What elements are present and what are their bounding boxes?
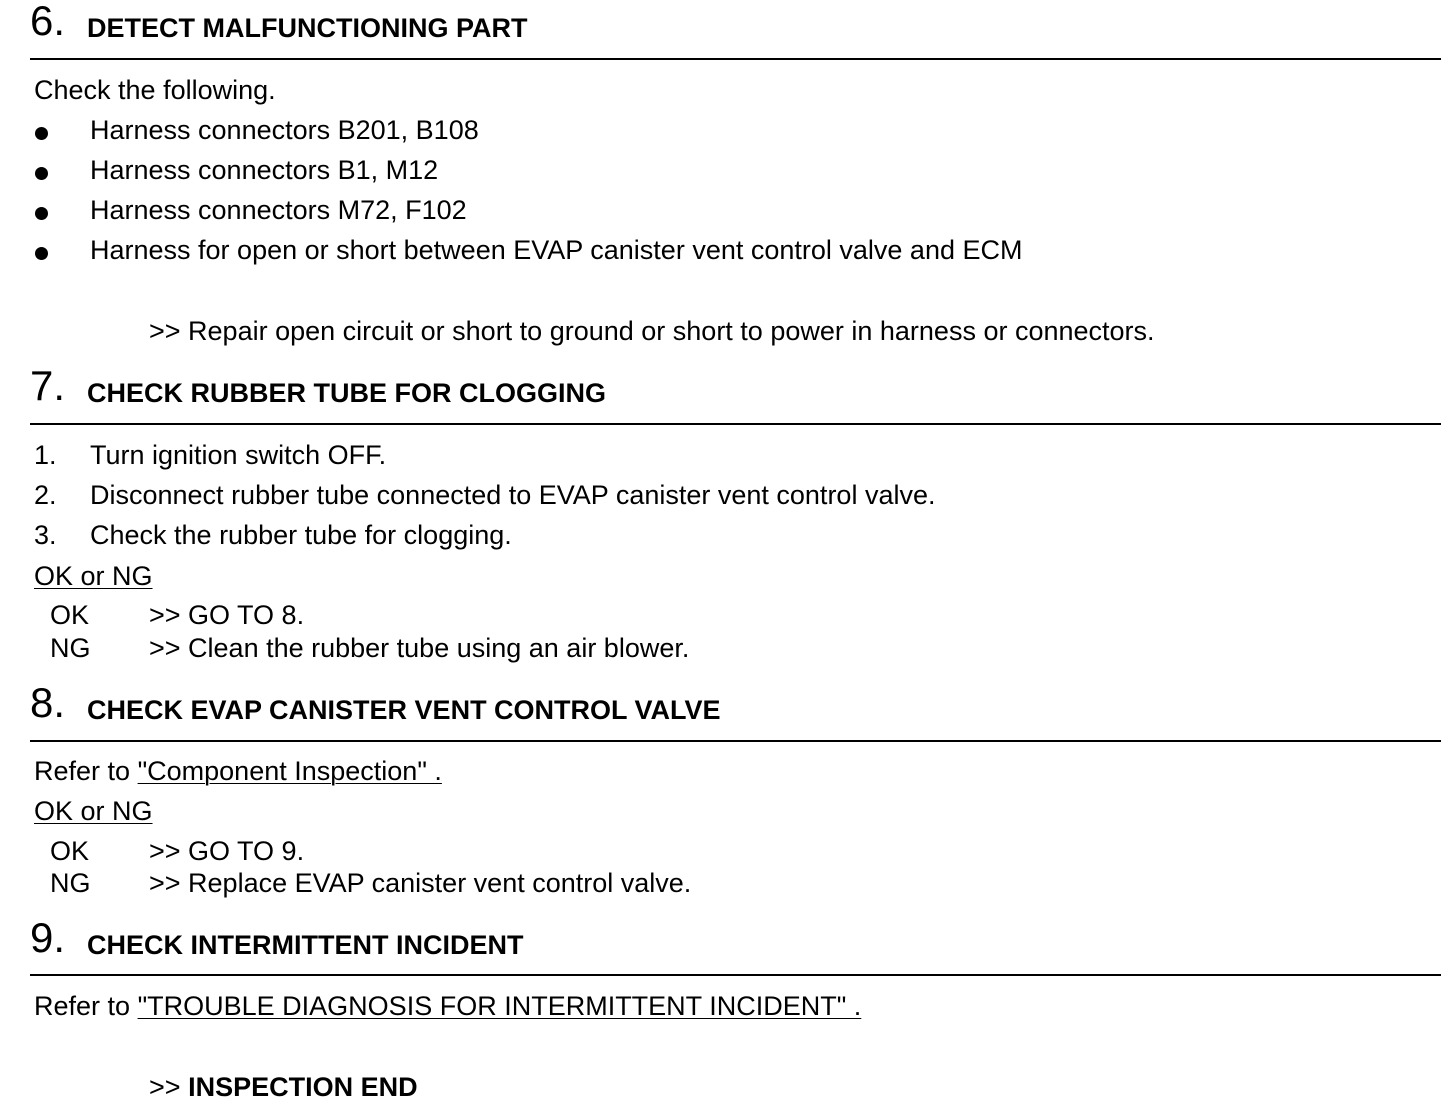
component-inspection-link[interactable]: "Component Inspection" . [137,756,442,786]
step-8-ng-label: NG [50,868,91,898]
inspection-end [149,1074,418,1101]
step-6-result: >> Repair open circuit or short to ground or short to power in harness or connectors. [149,316,1155,346]
step-6-bullet-3: Harness connectors M72, F102 [90,195,467,225]
bullet-icon [35,127,48,140]
inspection-end-arrow: >> [149,1072,181,1102]
step-7-ok-text: >> GO TO 8. [149,600,305,630]
step-7-divider [30,423,1441,425]
step-8-refer-prefix: Refer to [34,756,131,786]
step-8-refer [34,758,442,785]
step-8-number: 8. [30,679,66,726]
step-9-divider [30,974,1441,976]
step-6-bullet-1: Harness connectors B201, B108 [90,115,479,145]
step-7-item-2-number: 2. [34,480,57,510]
step-7-ng-text: >> Clean the rubber tube using an air blower. [149,633,690,663]
bullet-icon [35,167,48,180]
step-6-number: 6. [30,0,66,44]
step-7-item-3-number: 3. [34,520,57,550]
step-9-title: CHECK INTERMITTENT INCIDENT [87,930,524,960]
step-6-bullet-2: Harness connectors B1, M12 [90,155,439,185]
step-7-item-1-text: Turn ignition switch OFF. [90,440,387,470]
intermittent-incident-link[interactable]: "TROUBLE DIAGNOSIS FOR INTERMITTENT INCIDENT" . [137,991,862,1021]
step-7-item-1-number: 1. [34,440,57,470]
step-6-title: DETECT MALFUNCTIONING PART [87,13,528,43]
step-7-ng-label: NG [50,633,91,663]
step-7-ok-label: OK [50,600,90,630]
bullet-icon [35,247,48,260]
step-7-ok-ng-heading: OK or NG [34,561,153,591]
step-7-item-3-text: Check the rubber tube for clogging. [90,520,512,550]
step-6-bullet-4: Harness for open or short between EVAP canister vent control valve and ECM [90,235,1023,265]
step-8-ok-ng-heading: OK or NG [34,796,153,826]
step-8-title: CHECK EVAP CANISTER VENT CONTROL VALVE [87,695,721,725]
step-6-intro: Check the following. [34,75,276,105]
step-8-ng-text: >> Replace EVAP canister vent control valve. [149,868,692,898]
step-8-ok-text: >> GO TO 9. [149,836,305,866]
step-9-refer [34,993,861,1020]
step-7-number: 7. [30,362,66,409]
step-8-ok-label: OK [50,836,90,866]
bullet-icon [35,207,48,220]
step-7-title: CHECK RUBBER TUBE FOR CLOGGING [87,378,606,408]
inspection-end-text: INSPECTION END [188,1072,418,1102]
step-6-divider [30,58,1441,60]
step-9-refer-prefix: Refer to [34,991,131,1021]
step-7-item-2-text: Disconnect rubber tube connected to EVAP canister vent control valve. [90,480,936,510]
step-8-divider [30,740,1441,742]
step-9-number: 9. [30,914,66,961]
